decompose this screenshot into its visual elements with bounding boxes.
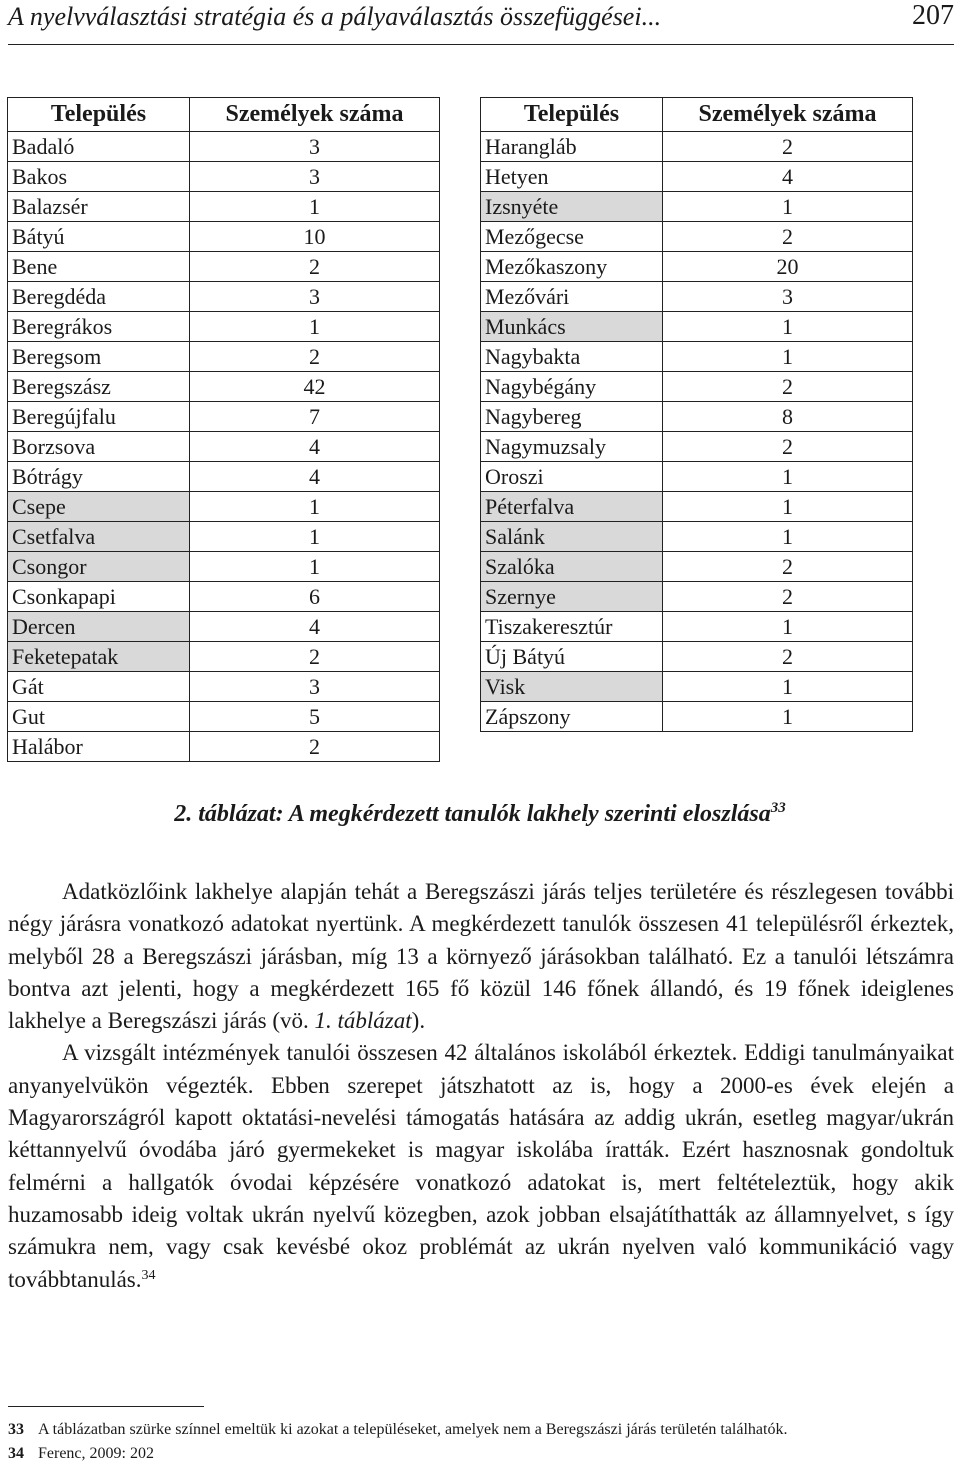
settlement-name: Bótrágy <box>8 462 190 492</box>
person-count: 5 <box>190 702 440 732</box>
person-count: 1 <box>190 552 440 582</box>
person-count: 3 <box>190 282 440 312</box>
person-count: 4 <box>663 162 913 192</box>
settlement-name: Halábor <box>8 732 190 762</box>
table-body-right <box>481 132 913 732</box>
settlement-name: Mezővári <box>481 282 663 312</box>
person-count: 1 <box>663 492 913 522</box>
settlement-name: Csepe <box>8 492 190 522</box>
person-count: 1 <box>663 522 913 552</box>
body-text <box>8 876 954 1296</box>
person-count: 1 <box>663 312 913 342</box>
table-row <box>8 372 440 402</box>
settlement-name: Harangláb <box>481 132 663 162</box>
table-row <box>8 402 440 432</box>
person-count: 10 <box>190 222 440 252</box>
table-row <box>481 612 913 642</box>
settlement-name: Gát <box>8 672 190 702</box>
column-header-settlement: Település <box>8 98 190 132</box>
person-count: 2 <box>190 342 440 372</box>
person-count: 6 <box>190 582 440 612</box>
table-row <box>481 402 913 432</box>
table-row <box>8 132 440 162</box>
paragraph-2-text: A vizsgált intézmények tanulói összesen 42 általános iskolából érkeztek. Eddigi tanulmányaikat anyanyelvükön végezték. Ebben szerepet játszhatott az is, hogy a 2000-es évek elején a Magyarországról kapott oktatási-nevelési támogatás hatására az addig ukrán, esetleg magyar/ukrán kéttannyelvű óvodába járó gyermekeket is magyar iskolába íratták. Ezért hasznosnak gondoltuk felmérni a hallgatók óvodai képzésére vonatkozó adatokat is, mert feltételeztük, hogy akik huzamosabb ideig voltak ukrán nyelvű közegben, azok jobban elsajátíthatták az államnyelvet, s így számukra nem, vagy csak kevésbé okoz problémát az ukrán nyelven való kommunikáció vagy továbbtanulás. <box>8 1040 954 1292</box>
table-row <box>481 312 913 342</box>
table-row <box>8 552 440 582</box>
settlement-name: Gut <box>8 702 190 732</box>
person-count: 2 <box>190 252 440 282</box>
settlement-name: Bene <box>8 252 190 282</box>
caption-text: 2. táblázat: A megkérdezett tanulók lakhely szerinti eloszlása <box>174 801 771 827</box>
settlement-name: Bátyú <box>8 222 190 252</box>
settlement-name: Szernye <box>481 582 663 612</box>
table-row <box>8 282 440 312</box>
person-count: 1 <box>190 192 440 222</box>
table-row <box>481 642 913 672</box>
settlement-name: Mezőgecse <box>481 222 663 252</box>
person-count: 1 <box>663 342 913 372</box>
table-row <box>8 672 440 702</box>
footnote <box>8 1418 787 1442</box>
table-row <box>8 492 440 522</box>
footnote-text: Ferenc, 2009: 202 <box>38 1445 154 1462</box>
person-count: 4 <box>190 612 440 642</box>
person-count: 2 <box>663 432 913 462</box>
paragraph-1-end: ). <box>411 1008 426 1034</box>
settlement-name: Munkács <box>481 312 663 342</box>
page-number: 207 <box>912 0 954 31</box>
settlement-name: Nagybakta <box>481 342 663 372</box>
table-row <box>481 672 913 702</box>
table-row <box>481 162 913 192</box>
person-count: 1 <box>663 612 913 642</box>
table-row <box>481 552 913 582</box>
settlement-name: Oroszi <box>481 462 663 492</box>
footnote-text: A táblázatban szürke színnel emeltük ki azokat a településeket, amelyek nem a Beregszászi járás területén találhatók. <box>38 1421 788 1438</box>
table-row <box>481 462 913 492</box>
settlement-name: Beregdéda <box>8 282 190 312</box>
settlement-name: Beregszász <box>8 372 190 402</box>
footnote-number: 33 <box>8 1421 24 1438</box>
settlement-name: Balazsér <box>8 192 190 222</box>
person-count: 2 <box>663 582 913 612</box>
table-row <box>8 342 440 372</box>
settlement-name: Csongor <box>8 552 190 582</box>
person-count: 2 <box>663 222 913 252</box>
settlement-name: Nagybereg <box>481 402 663 432</box>
table-row <box>8 612 440 642</box>
table-row <box>8 252 440 282</box>
person-count: 2 <box>663 552 913 582</box>
person-count: 7 <box>190 402 440 432</box>
table-row <box>8 222 440 252</box>
person-count: 2 <box>663 642 913 672</box>
table-row <box>481 582 913 612</box>
table-row <box>481 222 913 252</box>
settlement-name: Péterfalva <box>481 492 663 522</box>
caption-footnote-ref: 33 <box>770 800 786 816</box>
person-count: 1 <box>663 192 913 222</box>
settlement-table-left <box>7 97 440 762</box>
table-row <box>8 582 440 612</box>
paragraph-1-text: Adatközlőink lakhelye alapján tehát a Beregszászi járás teljes területére és részlegesen további négy járásra vonatkozó adatokat nyertünk. A megkérdezett tanulók összesen 41 településről érkeztek, melyből 28 a Beregszászi járásban, míg 13 a környező járásokban található. Ez a tanulói létszámra bontva azt jelenti, hogy a megkérdezett 165 fő közül 146 főnek állandó, és 19 főnek ideiglenes lakhelye a Beregszászi járás (vö. <box>8 879 954 1034</box>
settlement-name: Új Bátyú <box>481 642 663 672</box>
paragraph-1 <box>8 876 954 1037</box>
settlement-name: Beregsom <box>8 342 190 372</box>
settlement-name: Feketepatak <box>8 642 190 672</box>
table-body-left <box>8 132 440 762</box>
table-row <box>481 342 913 372</box>
table-row <box>8 522 440 552</box>
settlement-name: Hetyen <box>481 162 663 192</box>
person-count: 20 <box>663 252 913 282</box>
footnote-separator <box>8 1406 204 1407</box>
person-count: 2 <box>663 372 913 402</box>
settlement-name: Beregújfalu <box>8 402 190 432</box>
settlement-name: Borzsova <box>8 432 190 462</box>
person-count: 3 <box>190 162 440 192</box>
column-header-settlement: Település <box>481 98 663 132</box>
person-count: 3 <box>190 672 440 702</box>
person-count: 1 <box>663 462 913 492</box>
settlement-name: Zápszony <box>481 702 663 732</box>
person-count: 8 <box>663 402 913 432</box>
person-count: 42 <box>190 372 440 402</box>
column-header-count: Személyek száma <box>190 98 440 132</box>
person-count: 3 <box>663 282 913 312</box>
table-row <box>481 432 913 462</box>
person-count: 1 <box>663 672 913 702</box>
footnote-ref-34: 34 <box>141 1267 156 1283</box>
person-count: 4 <box>190 432 440 462</box>
settlement-name: Izsnyéte <box>481 192 663 222</box>
table-row <box>8 432 440 462</box>
person-count: 2 <box>190 642 440 672</box>
table-row <box>481 372 913 402</box>
table-row <box>481 492 913 522</box>
person-count: 3 <box>190 132 440 162</box>
table-row <box>8 702 440 732</box>
footnotes <box>8 1418 787 1466</box>
table-row <box>8 162 440 192</box>
table-row <box>8 192 440 222</box>
table-row <box>8 312 440 342</box>
table-row <box>481 252 913 282</box>
table-row <box>481 702 913 732</box>
footnote <box>8 1442 787 1466</box>
paragraph-2 <box>8 1037 954 1295</box>
settlement-name: Mezőkaszony <box>481 252 663 282</box>
table-caption <box>0 800 960 828</box>
person-count: 2 <box>663 132 913 162</box>
settlement-name: Nagybégány <box>481 372 663 402</box>
settlement-name: Visk <box>481 672 663 702</box>
running-title: A nyelvválasztási stratégia és a pályaválasztás összefüggései... <box>8 2 662 31</box>
settlement-name: Bakos <box>8 162 190 192</box>
settlement-name: Nagymuzsaly <box>481 432 663 462</box>
person-count: 2 <box>190 732 440 762</box>
table-reference: 1. táblázat <box>314 1008 412 1034</box>
settlement-name: Csonkapapi <box>8 582 190 612</box>
table-row <box>481 522 913 552</box>
running-header <box>8 0 954 45</box>
person-count: 1 <box>663 702 913 732</box>
table-row <box>481 192 913 222</box>
person-count: 4 <box>190 462 440 492</box>
table-row <box>8 732 440 762</box>
table-row <box>481 282 913 312</box>
person-count: 1 <box>190 492 440 522</box>
settlement-name: Badaló <box>8 132 190 162</box>
person-count: 1 <box>190 522 440 552</box>
table-row <box>481 132 913 162</box>
settlement-name: Salánk <box>481 522 663 552</box>
settlement-name: Dercen <box>8 612 190 642</box>
settlement-name: Szalóka <box>481 552 663 582</box>
settlement-table-right <box>480 97 913 732</box>
table-row <box>8 462 440 492</box>
settlement-name: Beregrákos <box>8 312 190 342</box>
column-header-count: Személyek száma <box>663 98 913 132</box>
settlement-name: Csetfalva <box>8 522 190 552</box>
table-row <box>8 642 440 672</box>
person-count: 1 <box>190 312 440 342</box>
footnote-number: 34 <box>8 1445 24 1462</box>
settlement-name: Tiszakeresztúr <box>481 612 663 642</box>
